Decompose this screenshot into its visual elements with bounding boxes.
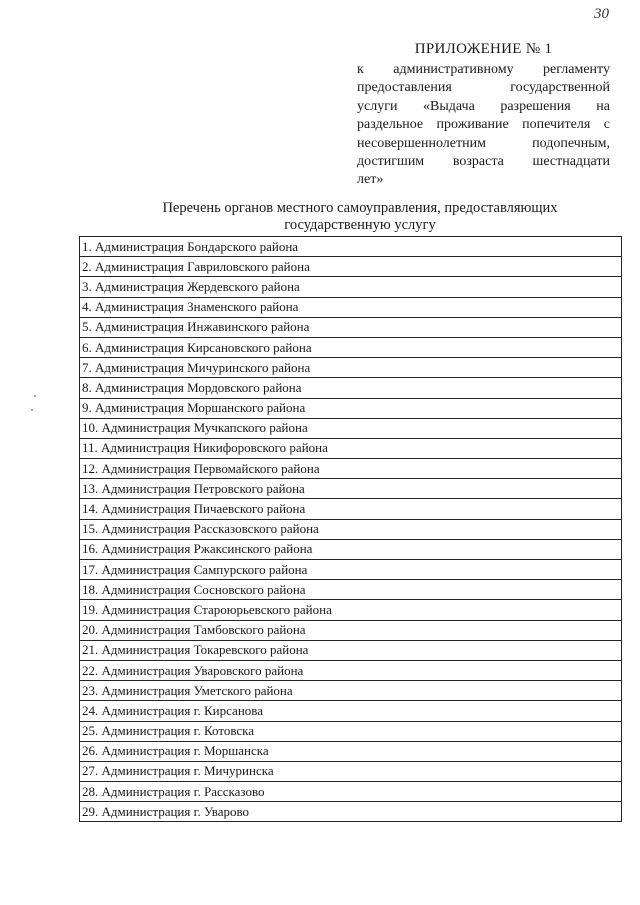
table-row	[80, 418, 622, 438]
appendix-text	[357, 61, 610, 190]
page-number: 30	[594, 6, 609, 22]
authority-cell: 25. Администрация г. Котовска	[80, 721, 622, 741]
table-row	[80, 701, 622, 721]
list-heading-line: Перечень органов местного самоуправления, предоставляющих	[162, 200, 558, 216]
authority-cell: 20. Администрация Тамбовского района	[80, 620, 622, 640]
authority-cell: 18. Администрация Сосновского района	[80, 580, 622, 600]
table-row	[80, 459, 622, 479]
authority-cell: 13. Администрация Петровского района	[80, 479, 622, 499]
appendix-block	[357, 40, 610, 190]
authority-cell: 26. Администрация г. Моршанска	[80, 741, 622, 761]
authority-cell: 4. Администрация Знаменского района	[80, 297, 622, 317]
appendix-line: услуги «Выдача разрешения на	[357, 98, 610, 114]
authority-cell: 2. Администрация Гавриловского района	[80, 257, 622, 277]
authority-cell: 1. Администрация Бондарского района	[80, 237, 622, 257]
table-row	[80, 358, 622, 378]
authority-cell: 23. Администрация Уметского района	[80, 681, 622, 701]
table-row	[80, 237, 622, 257]
authority-cell: 22. Администрация Уваровского района	[80, 660, 622, 680]
authority-cell: 16. Администрация Ржаксинского района	[80, 539, 622, 559]
table-row	[80, 317, 622, 337]
authority-cell: 24. Администрация г. Кирсанова	[80, 701, 622, 721]
table-row	[80, 782, 622, 802]
table-row	[80, 398, 622, 418]
authority-cell: 8. Администрация Мордовского района	[80, 378, 622, 398]
scan-speck	[31, 409, 33, 411]
table-row	[80, 499, 622, 519]
table-row	[80, 297, 622, 317]
authority-cell: 9. Администрация Моршанского района	[80, 398, 622, 418]
authority-cell: 19. Администрация Староюрьевского района	[80, 600, 622, 620]
appendix-line: достигшим возраста шестнадцати	[357, 153, 610, 169]
authority-cell: 10. Администрация Мучкапского района	[80, 418, 622, 438]
authority-cell: 3. Администрация Жердевского района	[80, 277, 622, 297]
table-row	[80, 438, 622, 458]
authorities-table	[79, 236, 622, 822]
appendix-title: ПРИЛОЖЕНИЕ № 1	[414, 41, 553, 57]
table-row	[80, 721, 622, 741]
authority-cell: 17. Администрация Сампурского района	[80, 560, 622, 580]
authority-cell: 29. Администрация г. Уварово	[80, 802, 622, 822]
table-row	[80, 257, 622, 277]
list-heading-line: государственную услугу	[284, 217, 436, 233]
authority-cell: 27. Администрация г. Мичуринска	[80, 761, 622, 781]
table-row	[80, 539, 622, 559]
appendix-line: к административному регламенту	[357, 62, 610, 77]
table-row	[80, 277, 622, 297]
authority-cell: 28. Администрация г. Рассказово	[80, 782, 622, 802]
appendix-line: раздельное проживание попечителя с	[357, 117, 610, 133]
authority-cell: 15. Администрация Рассказовского района	[80, 519, 622, 539]
table-row	[80, 681, 622, 701]
appendix-line: предоставления государственной	[357, 80, 610, 96]
table-row	[80, 640, 622, 660]
authority-cell: 14. Администрация Пичаевского района	[80, 499, 622, 519]
table-row	[80, 479, 622, 499]
authority-cell: 21. Администрация Токаревского района	[80, 640, 622, 660]
authority-cell: 11. Администрация Никифоровского района	[80, 438, 622, 458]
scan-speck	[34, 395, 36, 397]
table-row	[80, 337, 622, 357]
table-row	[80, 761, 622, 781]
table-row	[80, 580, 622, 600]
table-row	[80, 560, 622, 580]
table-row	[80, 378, 622, 398]
authority-cell: 12. Администрация Первомайского района	[80, 459, 622, 479]
authority-cell: 7. Администрация Мичуринского района	[80, 358, 622, 378]
list-heading	[80, 200, 640, 234]
table-row	[80, 600, 622, 620]
table-row	[80, 741, 622, 761]
table-row	[80, 660, 622, 680]
appendix-line: лет»	[357, 172, 384, 188]
table-row	[80, 519, 622, 539]
appendix-line: несовершеннолетним подопечным,	[357, 135, 610, 151]
authority-cell: 5. Администрация Инжавинского района	[80, 317, 622, 337]
table-row	[80, 620, 622, 640]
table-row	[80, 802, 622, 822]
authority-cell: 6. Администрация Кирсановского района	[80, 337, 622, 357]
